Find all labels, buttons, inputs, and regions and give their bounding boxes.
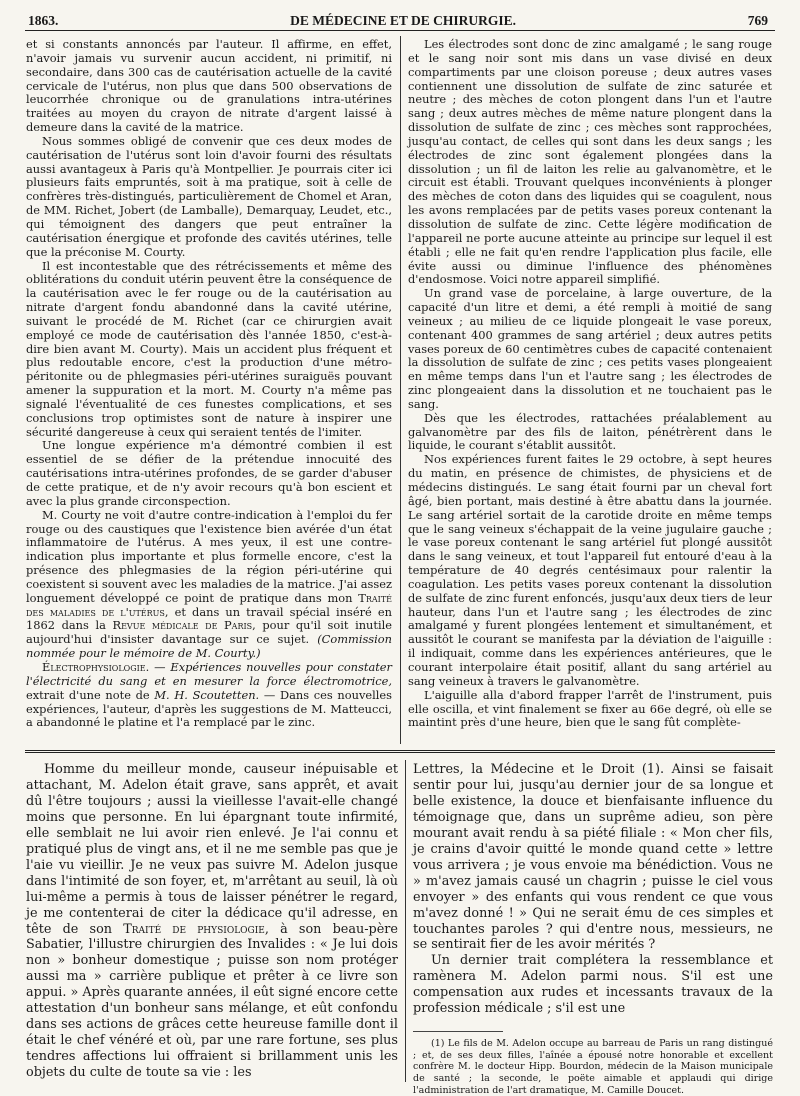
article-title: — Expériences nouvelles pour constater l'électricité du sang et en mesurer la force électromotrice,	[26, 659, 392, 688]
paragraph	[26, 762, 398, 1081]
book-title: Traité de physiologie	[123, 921, 265, 937]
paragraph: Lettres, la Médecine et le Droit (1). Ainsi se faisait sentir pour lui, jusqu'au dernier jour de sa longue et belle existence, la douce et bienfaisante influence du témoignage que, dans un suprême adieu, son père mourant avait rendu à sa piété filiale : « Mon cher fils, je crains d'avoir quitté le monde quand cette » lettre vous arrivera ; je vous envoie ma bénédiction. Vous ne » m'avez jamais causé un chagrin ; puisse le ciel vous envoyer » des enfants qui vous rendent ce que vous m'avez donné ! » Qui ne serait ému de ces simples et touchantes paroles ? qui d'entre nous, messieurs, ne se sentirait fier de les avoir mérités ?	[413, 762, 773, 953]
footnote: (1) Le fils de M. Adelon occupe au barreau de Paris un rang distingué ; et, de ses deux filles, l'aînée a épousé notre honorable et excellent confrère M. le docteur Hipp. Bourdon, médecin de la Maison municipale de santé ; la seconde, le poëte aimable et applaudi qui dirige l'administration de l'art dramatique, M. Camille Doucet.	[413, 1038, 773, 1096]
header-year: 1863.	[28, 13, 59, 28]
paragraph: Un grand vase de porcelaine, à large ouverture, de la capacité d'un litre et demi, a été rempli à moitié de sang veineux ; au milieu de ce liquide plongeait le vase poreux, contenant 400 grammes de sang artériel ; deux autres petits vases poreux de 60 centimètres cubes de capacité contenaient la dissolution de sulfate de zinc ; ces petits vases plongeaient en même temps dans l'un et l'autre sang ; les électrodes de zinc plongeaient dans la dissolution et ne touchaient pas le sang.	[408, 286, 772, 411]
header-rule	[25, 30, 775, 31]
paragraph: Dès que les électrodes, rattachées préalablement au galvanomètre par des fils de laiton, pénétrèrent dans le liquide, le courant s'établit aussitôt.	[408, 410, 772, 453]
paragraph: Nous sommes obligé de convenir que ces deux modes de cautérisation de l'utérus sont loin d'avoir fourni des résultats aussi avantageux à Paris qu'à Montpellier. Je pourrais citer ici plusieurs faits empruntés, soit à ma pratique, soit à celle de confrères très-distingués, particulièrement de Chomel et Aran, de MM. Richet, Jobert (de Lamballe), Demarquay, Leudet, etc., qui témoignent des dangers que peut entraîner la cautérisation énergique et profonde des cavités utérines, telle que la préconise M. Courty.	[26, 133, 392, 259]
text-run: , et dans un travail spécial inséré en 1862 dans la	[26, 604, 392, 633]
header-title: DE MÉDECINE ET DE CHIRURGIE.	[290, 13, 517, 28]
section-label: Électrophysiologie.	[42, 659, 150, 674]
footnote-rule	[413, 1031, 503, 1032]
paragraph: Une longue expérience m'a démontré combien il est essentiel de se défier de la prétendue innocuité des cautérisations intra-utérines profondes, de se garder d'abuser de cette pratique, et de n'y avoir recours qu'à bon escient et avec la plus grande circonspection.	[26, 438, 392, 508]
paragraph: Nos expériences furent faites le 29 octobre, à sept heures du matin, en présence de chimistes, de physiciens et de médecins distingués. Le sang était fourni par un cheval fort âgé, bien portant, mais destiné à être abattu dans la journée. Le sang artériel sortait de la carotide droite en même temps que le sang veineux s'échappait de la veine jugulaire gauche ; le vase poreux contenant le sang artériel fut plongé aussitôt dans le sang veineux, et tout l'appareil fut entouré d'eau à la température de 40 degrés centésimaux pour ralentir la coagulation. Les petits vases poreux contenant la dissolution de sulfate de zinc furent enfoncés, jusqu'aux deux tiers de leur hauteur, dans l'un et l'autre sang ; les électrodes de zinc amalgamé y furent plongées lentement et simultanément, et aussitôt le courant se manifesta par la déviation de l'aiguille : il indiquait, comme dans les expériences antérieures, que le courant interpolaire était positif, allant du sang artériel au sang veineux à travers le galvanomètre.	[408, 452, 772, 688]
column-bottom-right	[413, 762, 773, 1096]
commission-note: (Commission nommée pour le mémoire de M. Courty.)	[26, 632, 392, 661]
text-run: , pour qu'il soit inutile aujourd'hui d'insister davantage sur ce sujet.	[26, 618, 392, 647]
page-number: 769	[747, 13, 768, 28]
book-title: Traité des maladies de l'utérus	[26, 590, 392, 619]
text-run: extrait d'une note de	[26, 687, 150, 702]
text-run: M. Courty ne voit d'autre contre-indication à l'emploi du fer rouge ou des caustiques que l'existence bien avérée d'un état inflammatoire de l'utérus. A mes yeux, il est une contre-indication plus importante et plus formelle encore, c'est la présence des phlegmasies de la région péri-utérine qui coexistent si souvent avec les maladies de la matrice. J'ai assez longuement développé ce point de pratique dans mon	[26, 507, 392, 605]
paragraph: L'aiguille alla d'abord frapper l'arrêt de l'instrument, puis elle oscilla, et vint finalement se fixer au 66e degré, où elle se maintint près d'une heure, bien que le sang fût complète-	[408, 687, 772, 730]
paragraph	[26, 509, 392, 661]
column-bottom-left	[26, 762, 398, 1082]
author-name: M. H. Scoutetten.	[154, 687, 260, 702]
paragraph: Les électrodes sont donc de zinc amalgamé ; le sang rouge et le sang noir sont mis dans un vase divisé en deux compartiments par une cloison poreuse ; deux autres vases contiennent une dissolution de sulfate de zinc saturée et neutre ; des mèches de coton plongent dans l'un et l'autre sang ; deux autres mèches de même nature plongent dans la dissolution de sulfate de zinc ; ces mèches sont rapprochées, jusqu'au contact, de celles qui sont dans les deux sangs ; les électrodes de zinc sont également plongées dans la dissolution ; un fil de laiton les relie au galvanomètre, et le circuit est établi. Trouvant quelques inconvénients à plonger des mèches de coton dans des liquides qui se coagulent, nous les avons remplacées par de petits vases poreux contenant la dissolution de sulfate de zinc. Cette légère modification de l'appareil ne porte aucune atteinte au principe sur lequel il est établi ; elle ne fait qu'en rendre l'application plus facile, elle évite aussi ou diminue l'influence des phénomènes d'endosmose. Voici notre appareil simplifié.	[408, 37, 772, 287]
column-divider-bottom	[405, 760, 406, 1082]
journal-title: Revue médicale de Paris	[112, 618, 253, 633]
text-run: , à son beau-père Sabatier, l'illustre chirurgien des Invalides : « Je lui dois non » bonheur domestique ; puisse son nom protéger aussi ma » carrière publique et prêter à ce livre son appui. » Après quarante années, il eût signé encore cette attestation d'un bonheur sans mélange, et eût confondu dans ses actions de grâces cette heureuse famille dont il était le chef vénéré et où, par une rare fortune, ses plus tendres affections lui offraient si brillamment unis les objets du culte de toute sa vie : les	[26, 921, 398, 1081]
text-run: Homme du meilleur monde, causeur inépuisable et attachant, M. Adelon était grave, sans apprêt, et avait dû l'être toujours ; aussi la vieillesse l'avait-elle changé moins que personne. En lui épargnant toute infirmité, elle semblait ne lui avoir rien enlevé. Je l'ai connu et pratiqué plus de vingt ans, et il ne me semble pas que je l'aie vu vieillir. Je ne veux pas suivre M. Adelon jusque dans l'intimité de son foyer, et, m'arrêtant au seuil, là où lui-même a permis à tous de laisser pénétrer le regard, je me contenterai de citer la dédicace qu'il adresse, en tête de son	[26, 762, 398, 937]
paragraph: et si constants annoncés par l'auteur. Il affirme, en effet, n'avoir jamais vu survenir aucun accident, ni primitif, ni secondaire, dans 300 cas de cautérisation actuelle de la cavité cervicale de l'utérus, non plus que dans 500 observations de leucorrhée chronique ou de granulations intra-utérines traitées au moyen du crayon de nitrate d'argent laissé à demeure dans la cavité de la matrice.	[26, 37, 392, 135]
column-top-left	[26, 38, 392, 740]
column-top-right	[408, 38, 772, 742]
text-run: — Dans ces nouvelles expériences, l'auteur, d'après les suggestions de M. Matteucci, a abandonné le platine et l'a remplacé par le zinc.	[26, 687, 392, 730]
paragraph	[26, 661, 392, 730]
section-divider	[25, 750, 775, 755]
paragraph: Il est incontestable que des rétrécissements et même des oblitérations du conduit utérin peuvent être la conséquence de la cautérisation avec le fer rouge ou de la cautérisation au nitrate d'argent fondu abandonné dans la cavité utérine, suivant le procédé de M. Richet (car ce chirurgien avait employé ce mode de cautérisation dès l'année 1850, c'est-à-dire bien avant M. Courty). Mais un accident plus fréquent et plus redoutable encore, c'est la production d'une métro-péritonite ou de phlegmasies péri-utérines suraiguës pouvant amener la suppuration et la mort. M. Courty n'a même pas signalé l'éventualité de ces funestes complications, et ses conclusions trop optimistes sont de nature à inspirer une sécurité dangereuse à ceux qui seraient tentés de l'imiter.	[26, 258, 392, 439]
column-divider-top	[400, 36, 401, 744]
paragraph: Un dernier trait complétera la ressemblance et ramènera M. Adelon parmi nous. S'il est une compensation aux rudes et incessants travaux de la profession médicale ; s'il est une	[413, 953, 773, 1017]
